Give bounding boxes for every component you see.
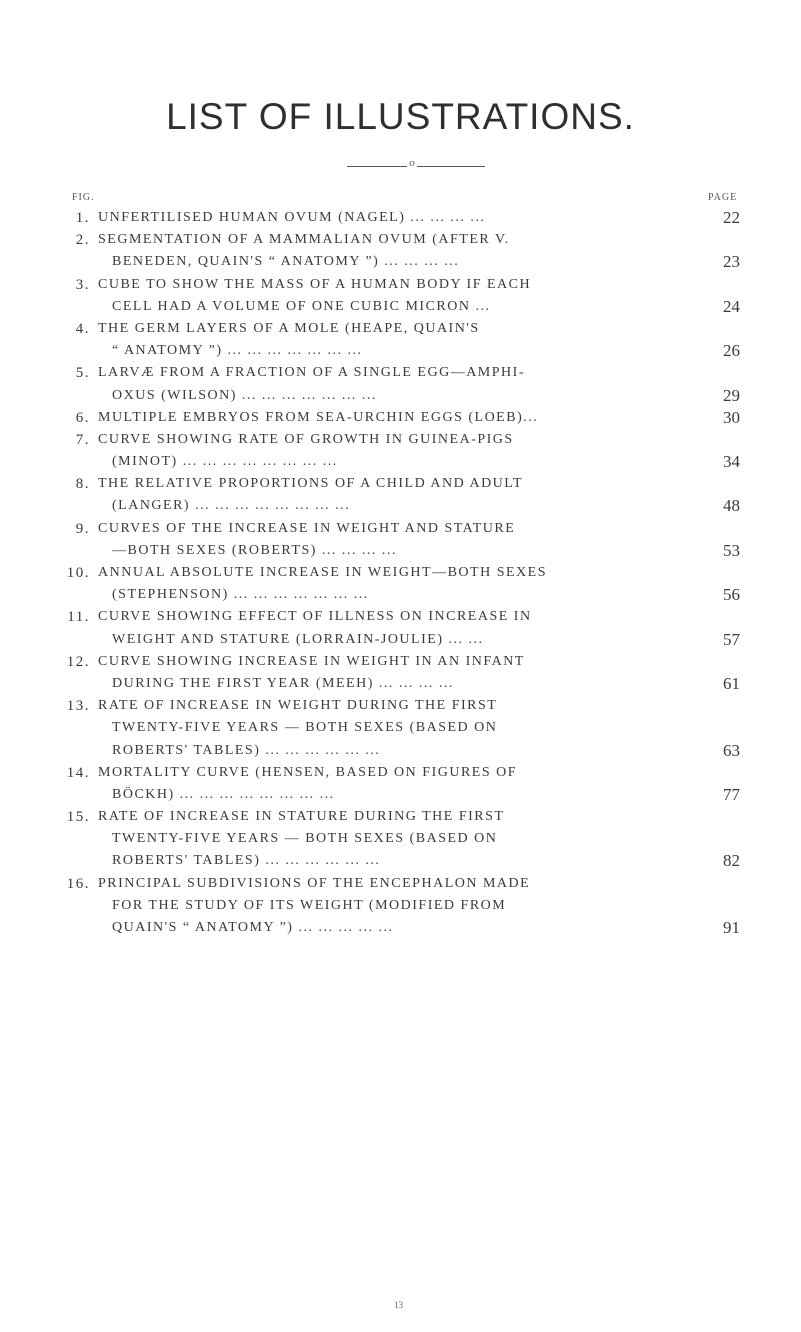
list-item [60, 362, 740, 406]
list-item [60, 806, 740, 873]
figure-number: 11. [67, 609, 90, 626]
figure-caption: (MINOT) ... ... ... ... ... ... ... ... [112, 454, 338, 470]
page-reference: 22 [723, 208, 740, 227]
entry-line [60, 562, 740, 584]
list-item [60, 207, 740, 229]
page-number: 13 [394, 1300, 403, 1310]
figure-number: 3. [75, 276, 90, 293]
figure-caption: LARVÆ FROM A FRACTION OF A SINGLE EGG—AMPHI- [98, 365, 525, 381]
figure-caption: CURVES OF THE INCREASE IN WEIGHT AND STATURE [98, 520, 516, 536]
page-reference: 57 [723, 629, 740, 649]
figure-caption: MORTALITY CURVE (HENSEN, BASED ON FIGURES OF [98, 764, 518, 780]
figure-number: 9. [75, 520, 90, 537]
figure-number: 15. [66, 809, 90, 826]
figure-number: 5. [75, 365, 90, 382]
figure-caption: (STEPHENSON) ... ... ... ... ... ... ... [112, 587, 369, 603]
illustration-list [60, 207, 740, 939]
figure-caption: “ ANATOMY ”) ... ... ... ... ... ... ... [112, 343, 363, 359]
figure-caption: CURVE SHOWING EFFECT OF ILLNESS ON INCREASE IN [98, 609, 532, 625]
fig-column-header: FIG. [72, 192, 95, 203]
entry-line [60, 850, 740, 872]
page-column-header: PAGE [708, 192, 738, 203]
figure-caption: CURVE SHOWING INCREASE IN WEIGHT IN AN INFANT [98, 653, 525, 669]
list-item [60, 473, 740, 517]
figure-caption: ANNUAL ABSOLUTE INCREASE IN WEIGHT—BOTH SEXES [98, 565, 547, 580]
figure-number: 7. [75, 431, 90, 448]
entry-line [60, 274, 740, 296]
figure-number: 13. [66, 698, 90, 715]
entry-line [60, 473, 740, 495]
figure-caption: (LANGER) ... ... ... ... ... ... ... ... [112, 498, 351, 514]
list-item [60, 407, 740, 429]
figure-caption: MULTIPLE EMBRYOS FROM SEA-URCHIN EGGS (LOEB)... [98, 409, 539, 425]
page-title: LIST OF ILLUSTRATIONS. [166, 96, 635, 137]
figure-number: 14. [66, 764, 90, 781]
list-item [60, 606, 740, 650]
page-reference: 77 [723, 784, 740, 804]
figure-caption: WEIGHT AND STATURE (LORRAIN-JOULIE) ... ... [112, 631, 484, 647]
page-reference: 24 [723, 296, 740, 316]
figure-number: 4. [75, 320, 90, 337]
list-item [60, 229, 740, 273]
page-reference: 56 [723, 585, 740, 605]
list-item [60, 429, 740, 473]
list-item [60, 318, 740, 362]
divider-line-left [347, 166, 407, 167]
page-reference: 26 [723, 341, 740, 361]
divider-mark: o [409, 157, 415, 169]
figure-caption: —BOTH SEXES (ROBERTS) ... ... ... ... [112, 542, 397, 558]
entry-line [60, 584, 740, 606]
figure-number: 1. [75, 210, 90, 226]
figure-number: 8. [75, 476, 90, 493]
figure-caption: RATE OF INCREASE IN STATURE DURING THE FIRST [98, 809, 505, 825]
entry-line [60, 451, 740, 473]
figure-caption: FOR THE STUDY OF ITS WEIGHT (MODIFIED FROM [112, 897, 507, 913]
figure-number: 6. [75, 409, 90, 426]
figure-caption: SEGMENTATION OF A MAMMALIAN OVUM (AFTER V. [98, 232, 510, 248]
entry-line [60, 629, 740, 651]
page-reference: 82 [723, 851, 740, 871]
figure-caption: UNFERTILISED HUMAN OVUM (NAGEL) ... ... ... ... [98, 210, 486, 225]
entry-line [60, 806, 740, 828]
ornamental-divider [347, 157, 485, 172]
figure-caption: TWENTY-FIVE YEARS — BOTH SEXES (BASED ON [112, 831, 498, 847]
figure-caption: QUAIN'S “ ANATOMY ”) ... ... ... ... ... [112, 920, 394, 935]
list-item [60, 762, 740, 806]
page-reference: 34 [723, 452, 740, 472]
figure-caption: ROBERTS' TABLES) ... ... ... ... ... ... [112, 853, 381, 869]
figure-caption: OXUS (WILSON) ... ... ... ... ... ... ... [112, 387, 377, 403]
figure-caption: RATE OF INCREASE IN WEIGHT DURING THE FIRST [98, 698, 498, 714]
entry-line [60, 518, 740, 540]
entry-line [60, 762, 740, 784]
entry-line [60, 606, 740, 628]
list-item [60, 518, 740, 562]
entry-line [60, 407, 740, 429]
entry-line [60, 873, 740, 895]
entry-line [60, 917, 740, 939]
entry-line [60, 429, 740, 451]
figure-caption: DURING THE FIRST YEAR (MEEH) ... ... ... ... [112, 675, 454, 691]
figure-number: 12. [66, 653, 90, 670]
entry-line [60, 296, 740, 318]
page-reference: 48 [723, 496, 740, 516]
entry-line [60, 340, 740, 362]
list-item [60, 562, 740, 606]
figure-caption: PRINCIPAL SUBDIVISIONS OF THE ENCEPHALON MADE [98, 875, 531, 891]
figure-caption: BENEDEN, QUAIN'S “ ANATOMY ”) ... ... ... ... [112, 254, 460, 270]
page-reference: 63 [723, 740, 740, 760]
figure-number: 16. [66, 875, 90, 892]
list-item [60, 651, 740, 695]
figure-number: 2. [75, 232, 90, 249]
figure-caption: THE GERM LAYERS OF A MOLE (HEAPE, QUAIN'S [98, 320, 480, 336]
entry-line [60, 229, 740, 251]
figure-number: 10. [66, 565, 90, 581]
figure-caption: THE RELATIVE PROPORTIONS OF A CHILD AND ADULT [98, 476, 524, 492]
entry-line [60, 695, 740, 717]
entry-line [60, 362, 740, 384]
entry-line [60, 828, 740, 850]
entry-line [60, 540, 740, 562]
page-reference: 23 [723, 252, 740, 272]
entry-line [60, 495, 740, 517]
list-item [60, 873, 740, 940]
figure-caption: TWENTY-FIVE YEARS — BOTH SEXES (BASED ON [112, 720, 498, 736]
list-item [60, 695, 740, 762]
entry-line [60, 784, 740, 806]
entry-line [60, 318, 740, 340]
figure-caption: CUBE TO SHOW THE MASS OF A HUMAN BODY IF EACH [98, 276, 532, 292]
entry-line [60, 251, 740, 273]
entry-line [60, 651, 740, 673]
entry-line [60, 717, 740, 739]
entry-line [60, 207, 740, 229]
figure-caption: ROBERTS' TABLES) ... ... ... ... ... ... [112, 742, 381, 758]
figure-caption: CELL HAD A VOLUME OF ONE CUBIC MICRON ... [112, 298, 491, 314]
page-reference: 61 [723, 673, 740, 693]
entry-line [60, 385, 740, 407]
entry-line [60, 740, 740, 762]
entry-line [60, 895, 740, 917]
page-reference: 30 [723, 407, 740, 427]
entry-line [60, 673, 740, 695]
page-reference: 29 [723, 385, 740, 405]
page-reference: 91 [723, 918, 740, 937]
figure-caption: CURVE SHOWING RATE OF GROWTH IN GUINEA-PIGS [98, 431, 514, 447]
page-reference: 53 [723, 540, 740, 560]
divider-line-right [417, 166, 485, 167]
figure-caption: BÖCKH) ... ... ... ... ... ... ... ... [112, 786, 335, 802]
list-item [60, 274, 740, 318]
